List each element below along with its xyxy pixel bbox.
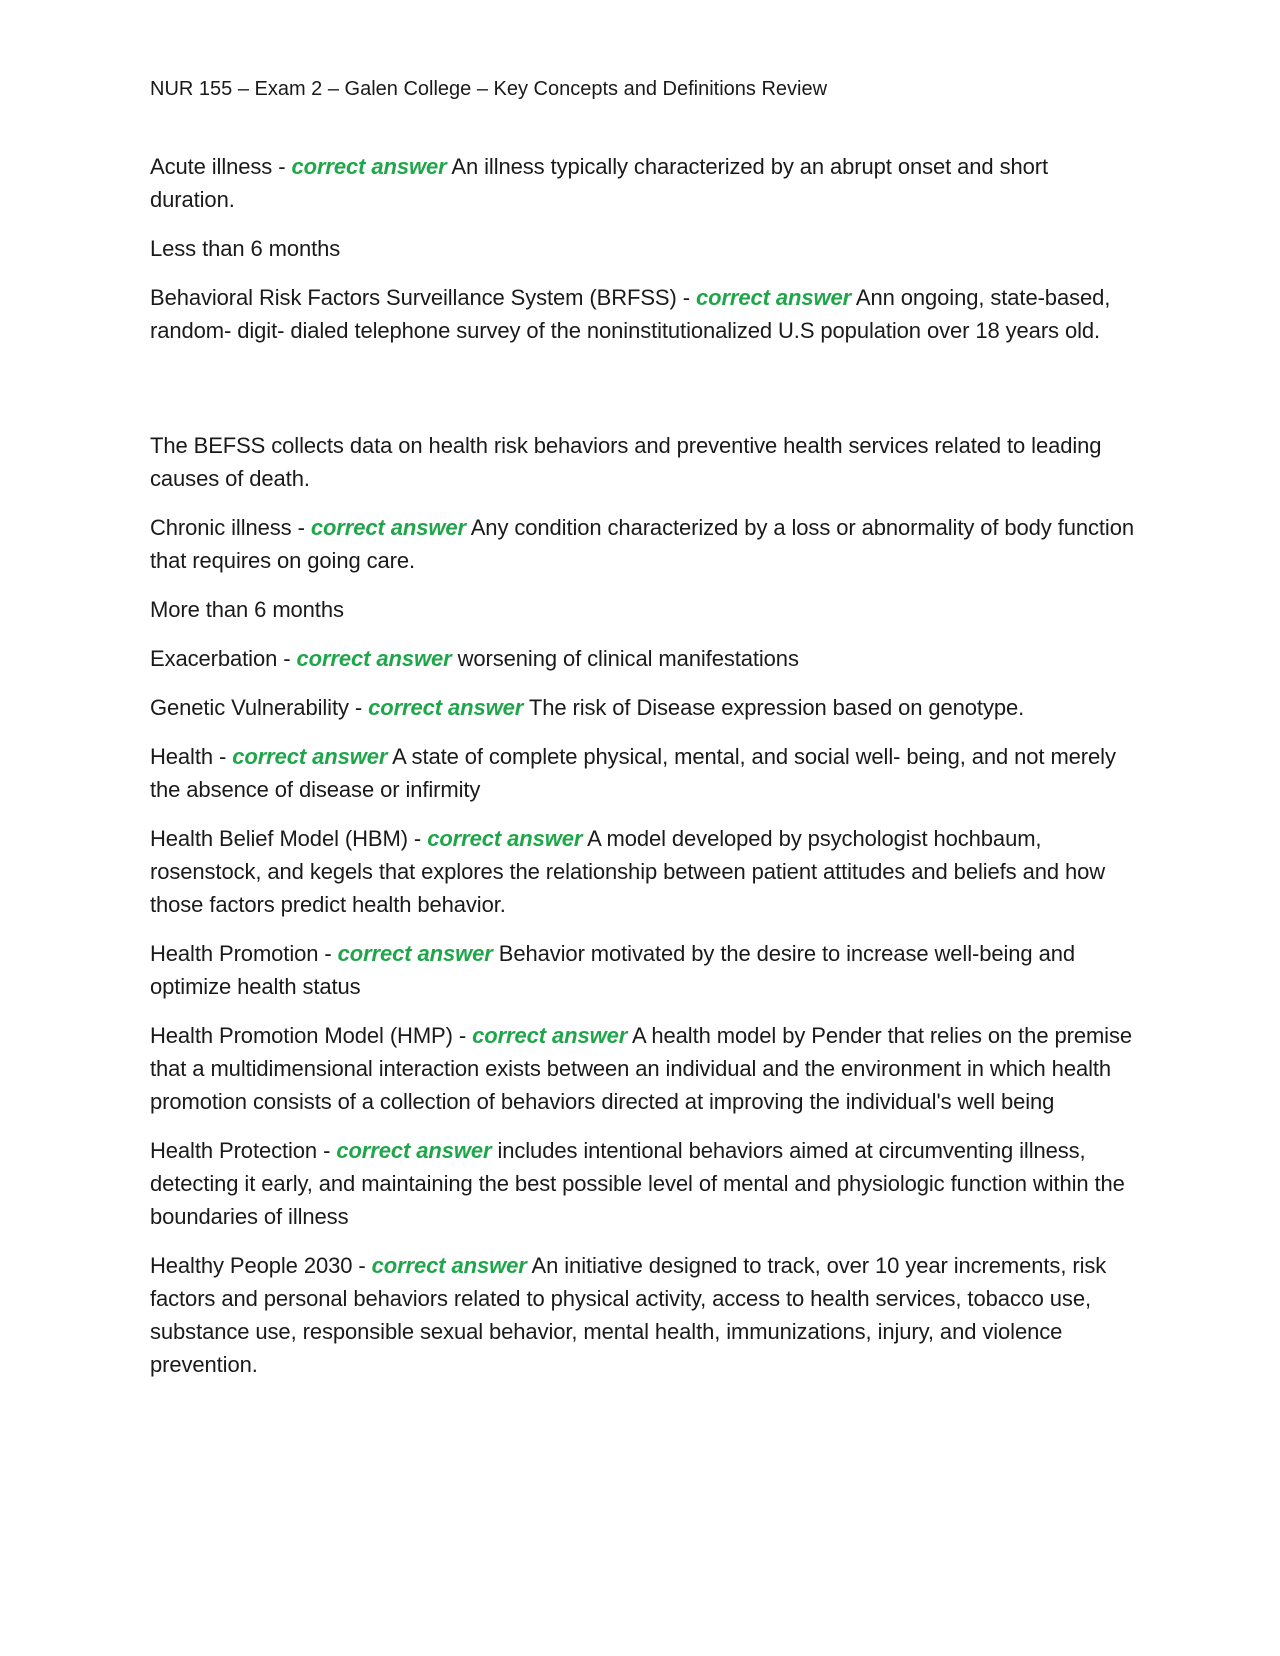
definition-entry — [150, 511, 1136, 577]
definition: Ann ongoing, state-based, random- digit- dialed telephone survey of the noninstitutionalized U.S population over 18 years old. — [150, 285, 1111, 343]
term: Exacerbation - — [150, 646, 297, 671]
term: Acute illness - — [150, 154, 292, 179]
answer-marker: correct answer — [310, 515, 466, 540]
answer-marker: correct answer — [472, 1023, 628, 1048]
term: Health - — [150, 744, 233, 769]
term: Health Belief Model (HBM) - — [150, 826, 428, 851]
term: Genetic Vulnerability - — [150, 695, 369, 720]
answer-marker: correct answer — [368, 695, 524, 720]
definition-note: More than 6 months — [150, 597, 344, 622]
definition-entry — [150, 740, 1136, 806]
definition: worsening of clinical manifestations — [451, 646, 799, 671]
definition: A health model by Pender that relies on the premise that a multidimensional interaction exists between an individual and the environment in which health promotion consists of a collection of behaviors directed at improving the individual's well being — [150, 1023, 1133, 1114]
definition-entry — [150, 642, 1136, 675]
definition-entry — [150, 822, 1136, 921]
answer-marker: correct answer — [695, 285, 852, 310]
definition-entry — [150, 937, 1136, 1003]
definition-entry — [150, 691, 1136, 724]
answer-marker: correct answer — [291, 154, 447, 179]
definition-entry — [150, 1249, 1136, 1381]
definitions-list — [150, 150, 1136, 1397]
definition-note: The BEFSS collects data on health risk behaviors and preventive health services related to leading causes of death. — [150, 433, 1102, 491]
answer-marker: correct answer — [337, 941, 493, 966]
answer-marker: correct answer — [336, 1138, 492, 1163]
term: Health Promotion - — [150, 941, 338, 966]
definition-entry — [150, 1019, 1136, 1118]
answer-marker: correct answer — [371, 1253, 527, 1278]
definition: A state of complete physical, mental, and social well- being, and not merely the absence of disease or infirmity — [150, 744, 1116, 802]
definition-entry — [150, 1134, 1136, 1233]
term: Chronic illness - — [150, 515, 311, 540]
document-header: NUR 155 – Exam 2 – Galen College – Key Concepts and Definitions Review — [150, 78, 828, 100]
definition-entry — [150, 150, 1136, 216]
definition: Any condition characterized by a loss or abnormality of body function that requires on going care. — [150, 515, 1134, 573]
definition-entry — [150, 281, 1136, 347]
definition: Behavior motivated by the desire to increase well-being and optimize health status — [150, 941, 1075, 999]
answer-marker: correct answer — [296, 646, 452, 671]
definition: An illness typically characterized by an abrupt onset and short duration. — [150, 154, 1048, 212]
answer-marker: correct answer — [232, 744, 388, 769]
term: Healthy People 2030 - — [150, 1253, 372, 1278]
definition: A model developed by psychologist hochbaum, rosenstock, and kegels that explores the relationship between patient attitudes and beliefs and how those factors predict health behavior. — [150, 826, 1106, 917]
definition: includes intentional behaviors aimed at circumventing illness, detecting it early, and maintaining the best possible level of mental and physiologic function within the boundaries of illness — [150, 1138, 1125, 1229]
definition: An initiative designed to track, over 10 year increments, risk factors and personal behaviors related to physical activity, access to health services, tobacco use, substance use, responsible sexual behavior, mental health, immunizations, injury, and violence prevention. — [150, 1253, 1107, 1377]
term: Health Protection - — [150, 1138, 337, 1163]
term: Health Promotion Model (HMP) - — [150, 1023, 473, 1048]
term: Behavioral Risk Factors Surveillance System (BRFSS) - — [150, 285, 696, 310]
definition: The risk of Disease expression based on genotype. — [523, 695, 1025, 720]
definition-note: Less than 6 months — [150, 236, 341, 261]
answer-marker: correct answer — [427, 826, 583, 851]
